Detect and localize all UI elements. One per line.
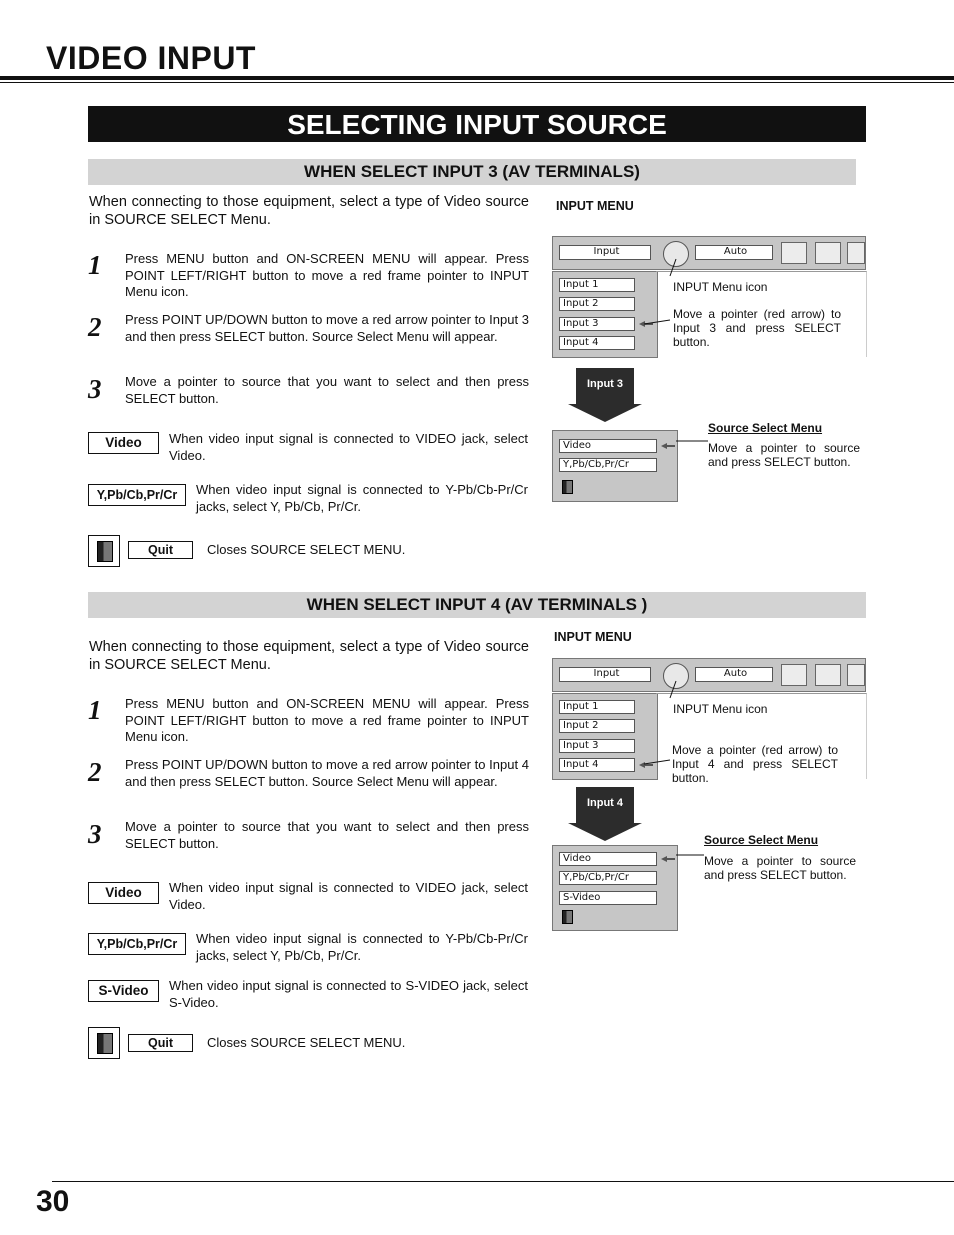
osd-input3: Input 3 xyxy=(559,317,635,331)
osd-source-svideo: S-Video xyxy=(559,891,657,905)
osd-input2: Input 2 xyxy=(559,719,635,733)
input4-step2-number: 2 xyxy=(88,757,102,787)
osd-auto-field: Auto xyxy=(695,667,773,682)
pc-adjust-icon xyxy=(781,242,807,264)
input4-step1-number: 1 xyxy=(88,695,102,725)
input4-option-video-desc: When video input signal is connected to VIDEO jack, select Video. xyxy=(169,880,528,912)
input3-step3-number: 3 xyxy=(88,374,102,404)
osd-input-field: Input xyxy=(559,667,651,682)
input4-source-select-menu xyxy=(552,845,678,931)
input3-pointer-caption: Move a pointer (red arrow) to Input 3 and press SELECT button. xyxy=(673,307,841,349)
input3-step3-text: Move a pointer to source that you want to select and then press SELECT button. xyxy=(125,374,529,406)
osd-quit-door-icon xyxy=(562,480,573,494)
page-number: 30 xyxy=(36,1185,70,1218)
osd-source-ypbpr: Y,Pb/Cb,Pr/Cr xyxy=(559,871,657,885)
image-adjust-icon xyxy=(815,242,841,264)
input3-step2-text: Press POINT UP/DOWN button to move a red arrow pointer to Input 3 and then press SELECT button. Source Select Menu will appear. xyxy=(125,312,529,344)
input3-option-video: Video xyxy=(88,432,159,454)
osd-input1: Input 1 xyxy=(559,278,635,292)
setting-icon xyxy=(847,664,865,686)
osd-input4: Input 4 xyxy=(559,336,635,350)
image-adjust-icon xyxy=(815,664,841,686)
input3-quit-desc: Closes SOURCE SELECT MENU. xyxy=(207,542,406,557)
input3-option-ypbpr: Y,Pb/Cb,Pr/Cr xyxy=(88,484,186,506)
input3-osd-menubar xyxy=(552,236,866,270)
input4-menu-title: INPUT MENU xyxy=(554,630,632,644)
input3-quit-label: Quit xyxy=(128,541,193,559)
input3-icon-caption: INPUT Menu icon xyxy=(673,280,768,294)
input4-source-title: Source Select Menu xyxy=(704,833,819,847)
input4-arrow-label: Input 4 xyxy=(586,797,624,809)
red-pointer-arrow-icon xyxy=(661,443,675,449)
input4-down-arrow xyxy=(568,787,642,841)
input4-option-ypbpr-desc: When video input signal is connected to Y-Pb/Cb-Pr/Cr jacks, select Y, Pb/Cb, Pr/Cr. xyxy=(196,931,528,963)
input3-intro: When connecting to those equipment, select a type of Video source in SOURCE SELECT Menu. xyxy=(89,194,529,228)
input4-step3-number: 3 xyxy=(88,819,102,849)
input4-pointer-caption: Move a pointer (red arrow) to Input 4 and press SELECT button. xyxy=(672,743,838,785)
setting-icon xyxy=(847,242,865,264)
osd-input2: Input 2 xyxy=(559,297,635,311)
input3-heading: WHEN SELECT INPUT 3 (AV TERMINALS) xyxy=(88,159,856,185)
input4-option-svideo: S-Video xyxy=(88,980,159,1002)
input4-source-caption: Move a pointer to source and press SELECT button. xyxy=(704,854,856,882)
footer-rule xyxy=(52,1181,954,1182)
osd-source-ypbpr: Y,Pb/Cb,Pr/Cr xyxy=(559,458,657,472)
input4-option-video: Video xyxy=(88,882,159,904)
input3-arrow-label: Input 3 xyxy=(586,378,624,390)
osd-input1: Input 1 xyxy=(559,700,635,714)
input3-source-leader xyxy=(676,436,710,446)
input3-step1-number: 1 xyxy=(88,250,102,280)
input3-source-title: Source Select Menu xyxy=(708,421,823,435)
osd-auto-field: Auto xyxy=(695,245,773,260)
red-pointer-arrow-icon xyxy=(661,856,675,862)
input3-option-video-desc: When video input signal is connected to VIDEO jack, select Video. xyxy=(169,431,528,463)
input4-intro: When connecting to those equipment, select a type of Video source in SOURCE SELECT Menu. xyxy=(89,639,529,673)
input4-osd-menubar xyxy=(552,658,866,692)
osd-input4: Input 4 xyxy=(559,758,635,772)
osd-source-video: Video xyxy=(559,439,657,453)
osd-input-field: Input xyxy=(559,245,651,260)
input4-source-leader xyxy=(676,850,706,860)
input4-heading: WHEN SELECT INPUT 4 (AV TERMINALS ) xyxy=(88,592,866,618)
input4-step1-text: Press MENU button and ON-SCREEN MENU will appear. Press POINT LEFT/RIGHT button to move a red frame pointer to INPUT Menu icon. xyxy=(125,696,529,744)
input3-option-ypbpr-desc: When video input signal is connected to Y-Pb/Cb-Pr/Cr jacks, select Y, Pb/Cb, Pr/Cr. xyxy=(196,482,528,514)
input4-quit-label: Quit xyxy=(128,1034,193,1052)
quit-door-icon xyxy=(88,535,120,567)
osd-source-video: Video xyxy=(559,852,657,866)
title-rule-thick xyxy=(0,76,954,80)
input4-step2-text: Press POINT UP/DOWN button to move a red arrow pointer to Input 4 and then press SELECT button. Source Select Menu will appear. xyxy=(125,757,529,789)
input4-option-ypbpr: Y,Pb/Cb,Pr/Cr xyxy=(88,933,186,955)
quit-door-icon xyxy=(88,1027,120,1059)
input3-source-select-menu xyxy=(552,430,678,502)
input4-icon-caption: INPUT Menu icon xyxy=(673,702,768,716)
input3-step1-text: Press MENU button and ON-SCREEN MENU will appear. Press POINT LEFT/RIGHT button to move a red frame pointer to INPUT Menu icon. xyxy=(125,251,529,299)
input3-source-caption: Move a pointer to source and press SELECT button. xyxy=(708,441,860,469)
input3-down-arrow xyxy=(568,368,642,422)
input3-step2-number: 2 xyxy=(88,312,102,342)
title-rule-thin xyxy=(0,82,954,83)
osd-quit-door-icon xyxy=(562,910,573,924)
osd-input3: Input 3 xyxy=(559,739,635,753)
pc-adjust-icon xyxy=(781,664,807,686)
section-banner: SELECTING INPUT SOURCE xyxy=(88,106,866,142)
input4-option-svideo-desc: When video input signal is connected to S-VIDEO jack, select S-Video. xyxy=(169,978,528,1010)
input3-menu-title: INPUT MENU xyxy=(556,199,634,213)
page-title: VIDEO INPUT xyxy=(46,40,256,76)
input4-quit-desc: Closes SOURCE SELECT MENU. xyxy=(207,1035,406,1050)
input4-step3-text: Move a pointer to source that you want to select and then press SELECT button. xyxy=(125,819,529,851)
